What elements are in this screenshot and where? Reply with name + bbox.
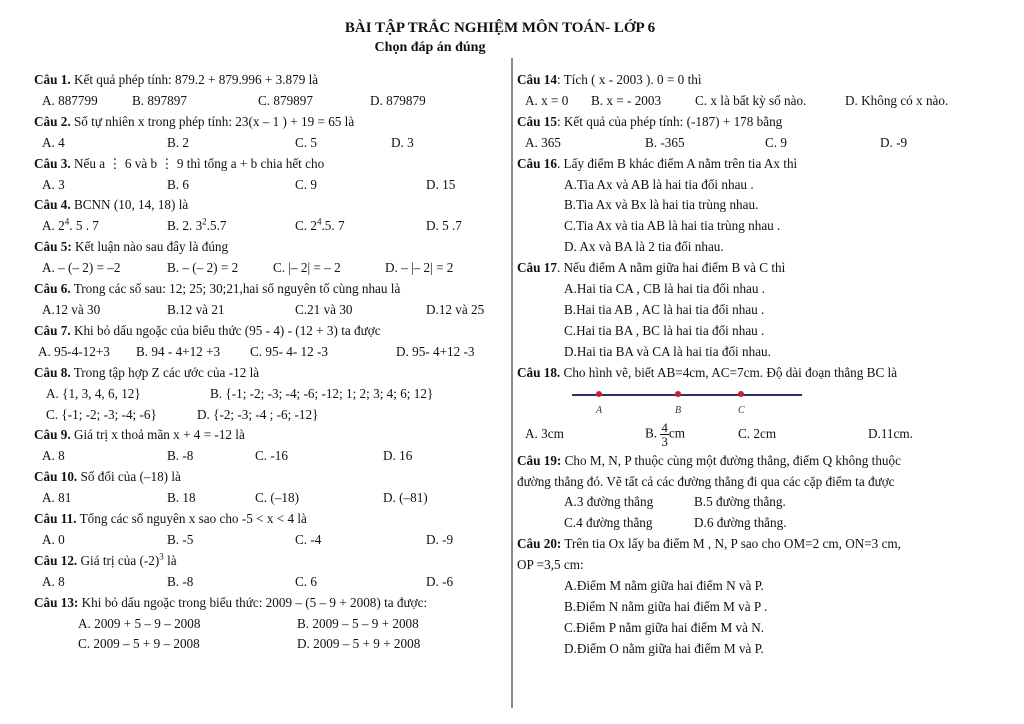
question-19-text-2: đường thẳng đó. Vẽ tất cả các đường thẳng đi qua các cặp điểm ta được (517, 473, 895, 489)
question-label: Câu 5: (34, 239, 72, 255)
answer-a[interactable]: A. 3 (42, 176, 65, 192)
segment-line (572, 394, 802, 396)
question-7 (34, 321, 504, 342)
answer-c[interactable]: C. 9 (295, 176, 317, 192)
question-3 (34, 154, 504, 175)
answer-c[interactable]: C. 9 (765, 134, 787, 150)
question-text: Giá trị của $(-2)^3$ là (80, 551, 177, 568)
question-label: Câu 10. (34, 469, 78, 485)
answer-c[interactable]: C. -4 (295, 531, 322, 547)
answer-b[interactable]: B. 2. $3^2.5.7$ (167, 216, 227, 234)
answer-b[interactable]: B. 897897 (132, 92, 187, 108)
answers-14 (517, 91, 1007, 112)
answer-d[interactable]: D. 3 (391, 134, 414, 150)
point-c-label: C (738, 404, 745, 416)
question-label: Câu 16 (517, 155, 557, 171)
question-10 (34, 467, 504, 488)
question-11 (34, 509, 504, 530)
answer-c[interactable]: C.21 và 30 (295, 301, 353, 317)
answer-a[interactable]: A. 8 (42, 448, 65, 464)
answer-b[interactable]: B. $\frac{4}{3}$ cm (645, 420, 686, 450)
question-label: Câu 9. (34, 427, 71, 443)
question-20 (517, 534, 1007, 555)
answer-a[interactable]: A. 887799 (42, 92, 98, 108)
question-text: Khi bỏ dấu ngoặc trong biểu thức: 2009 – (5 – 9 + 2008) ta được: (81, 594, 428, 610)
question-20-text-2: OP =3,5 cm: (517, 557, 584, 573)
question-1 (34, 70, 504, 91)
answer-d[interactable]: D. Ax và BA là 2 tia đối nhau. (564, 239, 724, 255)
answers-4 (34, 216, 504, 237)
question-label: Câu 3. (34, 155, 71, 171)
answer-c[interactable]: C. |– 2| = – 2 (273, 260, 341, 276)
answer-a[interactable]: A. $2^4$. 5 . 7 (42, 216, 99, 234)
column-divider (511, 58, 513, 708)
answers-1 (34, 91, 504, 112)
answers-15 (517, 133, 1007, 154)
answer-d[interactable]: D. -6 (426, 573, 454, 589)
question-label: Câu 2. (34, 113, 71, 129)
question-17 (517, 258, 1007, 279)
answers-11 (34, 530, 504, 551)
answer-a[interactable]: A.3 đường thẳng (564, 494, 654, 510)
question-12 (34, 551, 504, 572)
answer-b[interactable]: B. -5 (167, 531, 194, 547)
question-9 (34, 425, 504, 446)
question-label: Câu 12. (34, 552, 78, 568)
question-label: Câu 8. (34, 364, 71, 380)
question-text: Khi bỏ dấu ngoặc của biểu thức (95 - 4) - (12 + 3) ta được (73, 322, 381, 338)
answers-7 (34, 342, 504, 363)
answer-c[interactable]: C.Tia Ax và tia AB là hai tia trùng nhau . (564, 218, 781, 234)
answer-a[interactable]: A. 81 (42, 490, 72, 506)
question-text: . Nếu điểm A nằm giữa hai điểm B và C thì (556, 260, 786, 276)
answer-b[interactable]: B. 6 (167, 176, 189, 192)
question-label: Câu 6. (34, 281, 71, 297)
question-label: Câu 20: (517, 536, 562, 552)
answer-c[interactable]: C. {-1; -2; -3; -4; -6} (46, 406, 157, 422)
question-text: Số tự nhiên x trong phép tính: 23(x – 1 ) + 19 = 65 là (73, 113, 355, 129)
question-text: Cho hình vẽ, biết AB=4cm, AC=7cm. Độ dài đoạn thẳng BC là (563, 364, 898, 380)
question-text: Tổng các số nguyên x sao cho -5 < x < 4 là (79, 511, 307, 527)
question-text: Kết luận nào sau đây là đúng (75, 239, 229, 255)
answer-d[interactable]: D. 16 (383, 448, 413, 464)
answer-a[interactable]: A. 2009 + 5 – 9 – 2008 (78, 615, 201, 631)
answer-d[interactable]: D. -9 (880, 134, 908, 150)
answer-a[interactable]: A. x = 0 (525, 92, 569, 108)
question-label: Câu 1. (34, 72, 71, 87)
answer-b[interactable]: B. 2 (167, 134, 189, 150)
answers-18 (517, 420, 1007, 450)
point-c-dot (738, 391, 744, 397)
answers-13a (34, 614, 504, 635)
point-b-dot (675, 391, 681, 397)
question-text: Giá trị x thoả mãn x + 4 = -12 là (73, 427, 245, 443)
question-2 (34, 112, 504, 133)
answer-b[interactable]: B. 18 (167, 490, 196, 506)
answer-a[interactable]: A.12 và 30 (42, 301, 101, 317)
answers-8b (34, 405, 504, 426)
answer-a[interactable]: A. – (– 2) = –2 (42, 260, 121, 276)
question-label: Câu 19: (517, 452, 562, 468)
question-5 (34, 237, 504, 258)
answer-d[interactable]: D.12 và 25 (426, 301, 485, 317)
answer-b[interactable]: B.12 và 21 (167, 301, 225, 317)
question-text: Nếu a ⋮ 6 và b ⋮ 9 thì tổng a + b chia hết cho (73, 155, 325, 171)
answer-c[interactable]: C. 5 (295, 134, 317, 150)
question-16 (517, 154, 1007, 175)
point-a-dot (596, 391, 602, 397)
answer-b[interactable]: B. – (– 2) = 2 (167, 260, 239, 276)
answer-c[interactable]: C. 879897 (258, 92, 313, 108)
answer-b[interactable]: B. x = - 2003 (591, 92, 662, 108)
answers-19b (517, 513, 1007, 534)
answer-c[interactable]: C. 2cm (738, 426, 777, 442)
answer-c[interactable]: C.4 đường thẳng (564, 515, 653, 531)
answer-d[interactable]: D. Không có x nào. (845, 92, 949, 108)
right-column (517, 70, 1007, 660)
question-18 (517, 363, 1007, 384)
question-6 (34, 279, 504, 300)
answer-d[interactable]: D. 2009 – 5 + 9 + 2008 (297, 636, 421, 652)
answers-12 (34, 572, 504, 593)
answers-3 (34, 175, 504, 196)
page-title: BÀI TẬP TRẮC NGHIỆM MÔN TOÁN- LỚP 6 (344, 20, 656, 36)
answer-c[interactable]: C. x là bất kỳ số nào. (695, 92, 807, 108)
question-text: Trong tập hợp Z các ước của -12 là (73, 364, 260, 380)
answers-8a (34, 384, 504, 405)
answer-b[interactable]: B.5 đường thẳng. (694, 494, 786, 510)
answer-c[interactable]: C. -16 (255, 448, 288, 464)
question-label: Câu 14 (517, 72, 557, 87)
answer-d[interactable]: D.11cm. (868, 426, 913, 442)
answer-c[interactable]: C.Điểm P nằm giữa hai điểm M và N. (564, 619, 765, 635)
question-label: Câu 11. (34, 511, 77, 527)
answers-19a (517, 492, 1007, 513)
answer-d[interactable]: D. (–81) (383, 490, 428, 506)
point-a-label: A (596, 404, 603, 416)
answer-a[interactable]: A. 3cm (525, 426, 564, 442)
question-text: Trong các số sau: 12; 25; 30;21,hai số nguyên tố cùng nhau là (73, 281, 401, 297)
answer-b[interactable]: B.Hai tia AB , AC là hai tia đối nhau . (564, 301, 765, 317)
answer-c[interactable]: C. 95- 4- 12 -3 (250, 343, 329, 359)
question-label: Câu 4. (34, 197, 71, 213)
answer-c[interactable]: C. $2^4.5$. 7 (295, 216, 345, 234)
answer-d[interactable]: D. 879879 (370, 92, 426, 108)
answer-b[interactable]: B.Điểm N nằm giữa hai điểm M và P . (564, 598, 768, 614)
answer-c[interactable]: C.Hai tia BA , BC là hai tia đối nhau . (564, 322, 765, 338)
answer-d[interactable]: D. 15 (426, 176, 456, 192)
answer-d[interactable]: D. {-2; -3; -4 ; -6; -12} (197, 406, 319, 422)
question-text: : Kết quả của phép tính: (-187) + 178 bằng (556, 113, 783, 129)
answer-c[interactable]: C. 2009 – 5 + 9 – 2008 (78, 636, 200, 652)
answer-b[interactable]: B. 2009 – 5 – 9 + 2008 (297, 615, 419, 631)
answer-b[interactable]: B. -365 (645, 134, 685, 150)
answers-6 (34, 300, 504, 321)
answer-b[interactable]: B. 94 - 4+12 +3 (136, 343, 221, 359)
answer-d[interactable]: D. -9 (426, 531, 454, 547)
answer-b[interactable]: B. -8 (167, 573, 194, 589)
answer-d[interactable]: D.Điểm O nằm giữa hai điểm M và P. (564, 640, 764, 656)
question-text: Kết quả phép tính: 879.2 + 879.996 + 3.879 là (73, 72, 319, 87)
answer-d[interactable]: D. 5 .7 (426, 218, 462, 234)
question-15 (517, 112, 1007, 133)
question-label: Câu 17 (517, 260, 557, 276)
answer-b[interactable]: B. -8 (167, 448, 194, 464)
question-text: Số đối của (–18) là (80, 469, 181, 485)
answer-a[interactable]: A.Hai tia CA , CB là hai tia đối nhau . (564, 281, 766, 297)
question-text: : Tích ( x - 2003 ). 0 = 0 thì (556, 72, 702, 87)
answer-a[interactable]: A.Điểm M nằm giữa hai điểm N và P. (564, 578, 764, 594)
answer-a[interactable]: A. 4 (42, 134, 65, 150)
answer-a[interactable]: A. 8 (42, 573, 65, 589)
answer-a[interactable]: A. 0 (42, 531, 65, 547)
answer-a[interactable]: A.Tia Ax và AB là hai tia đối nhau . (564, 176, 754, 192)
question-label: Câu 18. (517, 364, 561, 380)
question-label: Câu 7. (34, 322, 71, 338)
answer-c[interactable]: C. (–18) (255, 490, 299, 506)
answer-d[interactable]: D.Hai tia BA và CA là hai tia đối nhau. (564, 343, 771, 359)
answer-a[interactable]: A. 95-4-12+3 (38, 343, 110, 359)
answer-a[interactable]: A. 365 (525, 134, 561, 150)
answer-b[interactable]: B.Tia Ax và Bx là hai tia trùng nhau. (564, 197, 759, 213)
answers-5 (34, 258, 504, 279)
question-text: Cho M, N, P thuộc cùng một đường thẳng, điểm Q không thuộc (564, 452, 901, 468)
question-text: . Lấy điểm B khác điểm A nằm trên tia Ax thì (556, 155, 798, 171)
answer-a[interactable]: A. {1, 3, 4, 6, 12} (46, 385, 141, 401)
segment-figure (517, 384, 1007, 424)
page-subtitle: Chọn đáp án đúng (374, 40, 486, 55)
answer-d[interactable]: D. – |– 2| = 2 (385, 260, 454, 276)
question-label: Câu 15 (517, 113, 557, 129)
question-label: Câu 13: (34, 594, 79, 610)
answer-d[interactable]: D.6 đường thẳng. (694, 515, 787, 531)
answer-c[interactable]: C. 6 (295, 573, 317, 589)
answer-b[interactable]: B. {-1; -2; -3; -4; -6; -12; 1; 2; 3; 4; 6; 12} (210, 385, 434, 401)
answer-d[interactable]: D. 95- 4+12 -3 (396, 343, 475, 359)
question-8 (34, 363, 504, 384)
point-b-label: B (675, 404, 682, 416)
question-text: Trên tia Ox lấy ba điểm M , N, P sao cho OM=2 cm, ON=3 cm, (564, 536, 901, 552)
question-4 (34, 195, 504, 216)
answers-10 (34, 488, 504, 509)
question-19 (517, 451, 1007, 472)
answers-13b (34, 634, 504, 655)
answers-9 (34, 446, 504, 467)
question-text: BCNN (10, 14, 18) là (73, 197, 189, 213)
answers-2 (34, 133, 504, 154)
left-column (34, 70, 504, 655)
question-13 (34, 593, 504, 614)
question-14 (517, 70, 1007, 91)
